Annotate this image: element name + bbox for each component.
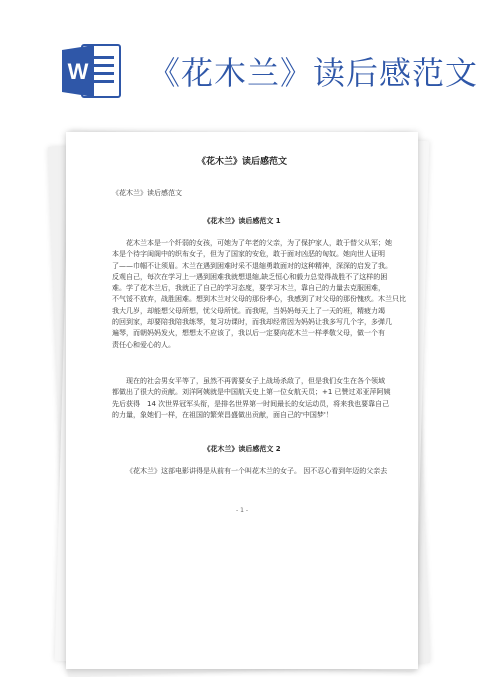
text-line: 难。学了花木兰后，我就正了自己的学习态度，要学习木兰，靠自己的力量去克服困难， (112, 284, 385, 293)
text-line: 现在的社会男女平等了，虽然不再需要女子上战场杀敌了，但是我们女生在各个领域 (126, 377, 385, 385)
banner (0, 0, 478, 130)
text-line: 的力量，象她们一样，在祖国的繁荣昌盛做出贡献，面自己的'中国梦'！ (112, 410, 333, 419)
section-1-title: 《花木兰》读后感范文 1 (203, 217, 281, 225)
text-line: 不气馁不放弃，战胜困难。想到木兰对父母的那份孝心，我感到了对父母的那份愧疚。木兰只比 (112, 295, 406, 304)
banner-title: 《花木兰》读后感范文 (148, 54, 478, 92)
text-line: 责任心和爱心的人。 (112, 340, 175, 349)
document-title: 《花木兰》读后感范文 (196, 157, 287, 167)
paragraph-3 (112, 466, 388, 477)
text-line: 了——巾帼不让须眉。木兰在遇到困难时采不退缩勇敢面对的这种精神，深深的启发了我。 (112, 261, 392, 270)
section-2-title: 《花木兰》读后感范文 2 (203, 445, 281, 453)
page-number: - 1 - (236, 507, 248, 514)
document-subtitle: 《花木兰》读后感范文 (112, 189, 182, 197)
text-line: 花木兰本是一个纤弱的女孩，可她为了年老的父亲，为了保护家人，敢于替父从军；她 (126, 239, 392, 247)
text-line: 我大几岁，却能想父母所想，忧父母所忧。而我呢，当妈妈每天上了一天的班，精疲力竭 (112, 306, 385, 315)
document-page (66, 132, 418, 669)
text-line: 遍琴，而朝妈妈发火，想想太不应该了，我以后一定要向花木兰一样孝敬父母，做一个有 (112, 329, 385, 338)
text-line: 本是个待字闺阁中的织布女子，但为了国家的安危，敢于面对凶恶的匈奴。她向世人证明 (112, 250, 385, 259)
paragraph-2 (112, 376, 391, 421)
text-line: 都做出了很大的贡献。刘洋阿姨就是中国航天史上第一位女航天员；+1 已赞过邓亚萍阿姨 (112, 388, 391, 397)
text-line: 先后获得 14 次世界冠军头衔，是排名世界第一时间最长的女运动员，将来我也要靠自己 (112, 399, 390, 408)
word-icon-letter: W (67, 59, 89, 84)
text-line: 的回到家，却要陪我陪我练琴，复习功课时，而我却经常因为妈妈让我多写几个字，多弹几 (112, 318, 392, 327)
word-document-icon (62, 42, 122, 100)
paragraph-1 (112, 238, 406, 351)
text-line: 反观自己，每次在学习上一遇到困难我就想退缩,缺乏恒心和毅力总觉得战胜不了这样的困 (112, 272, 388, 281)
text-line: 《花木兰》这部电影讲得是从前有一个叫花木兰的女子。 因不忍心看到年迈的父亲去 (126, 467, 388, 475)
